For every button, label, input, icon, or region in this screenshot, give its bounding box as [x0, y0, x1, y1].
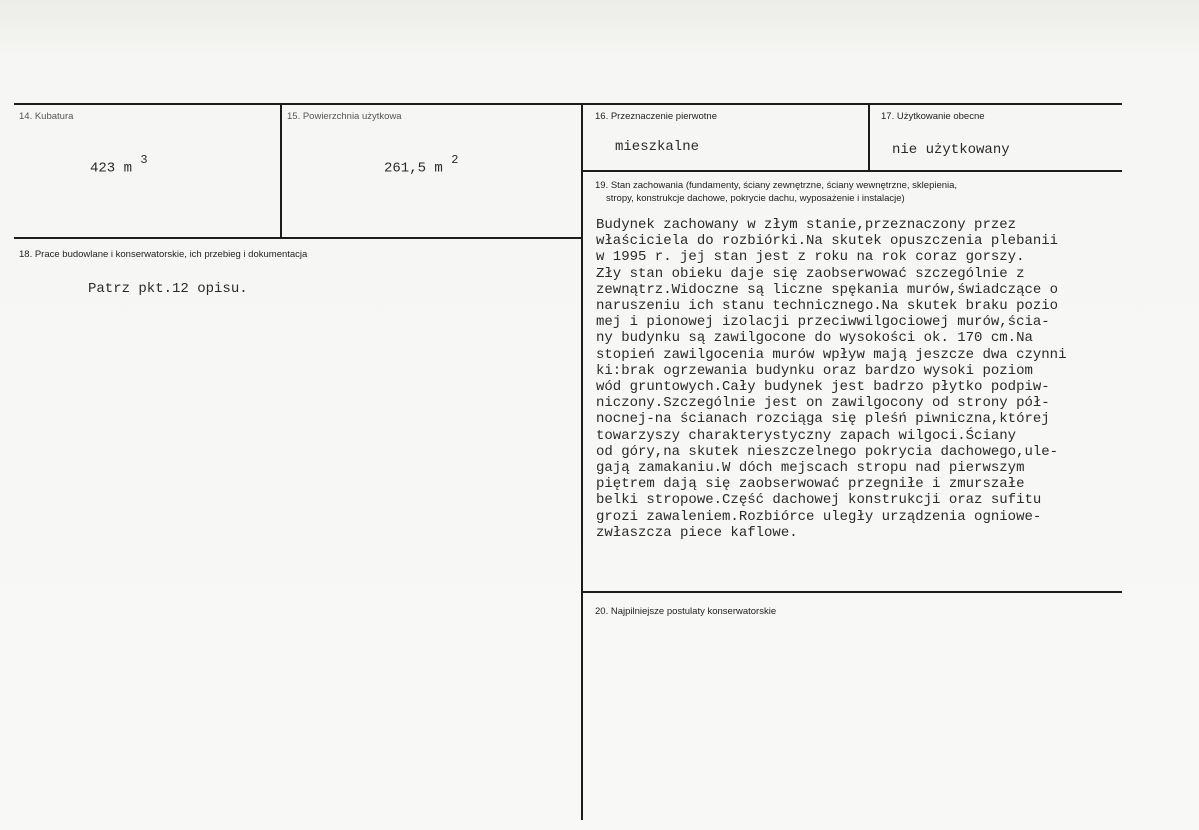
divider-16-17: [868, 104, 870, 170]
stan-line: grozi zawaleniem.Rozbiórce uległy urządzenia ogniowe-: [596, 508, 1042, 525]
divider-14-15: [280, 104, 282, 238]
stan-line: nocnej-na ścianach rozciąga się pleśń piwniczna,której: [596, 411, 1050, 428]
field-17-label: 17. Użytkowanie obecne: [881, 111, 985, 122]
field-16-label: 16. Przeznaczenie pierwotne: [595, 111, 717, 122]
stan-line: naruszeniu ich stanu technicznego.Na skutek braku pozio: [596, 298, 1059, 315]
field-19-label-line2: stropy, konstrukcje dachowe, pokrycie dachu, wyposażenie i instalacje): [606, 193, 905, 204]
field-17-value: nie użytkowany: [892, 142, 1010, 158]
field-20-label: 20. Najpilniejsze postulaty konserwatorskie: [595, 606, 777, 617]
field-14-label: 14. Kubatura: [19, 111, 74, 122]
stan-line: stopień zawilgocenia murów wpływ mają jeszcze dwa czynni: [596, 346, 1067, 363]
stan-line: belki stropowe.Część dachowej konstrukcji oraz sufitu: [596, 492, 1042, 509]
field-19-label-line1: 19. Stan zachowania (fundamenty, ściany zewnętrzne, ściany wewnętrzne, sklepienia,: [595, 180, 958, 191]
stan-line: zewnątrz.Widoczne są liczne spękania murów,świadczące o: [596, 281, 1059, 298]
stan-line: Zły stan obieku daje się zaobserwować szczególnie z: [596, 265, 1025, 282]
stan-line: właściciela do rozbiórki.Na skutek opuszczenia plebanii: [596, 233, 1059, 250]
field-19-text: [596, 217, 1136, 541]
rule-under-16-17: [582, 170, 1122, 172]
stan-line: ki:brak ogrzewania budynku oraz bardzo wysoki poziom: [596, 362, 1033, 379]
stan-line: w 1995 r. jej stan jest z roku na rok coraz gorszy.: [596, 249, 1025, 266]
rule-under-14-15: [14, 237, 582, 239]
stan-line: wód gruntowych.Cały budynek jest badrzo płytko podpiw-: [596, 379, 1050, 396]
stan-line: zwłaszcza piece kaflowe.: [596, 524, 798, 541]
field-15-label: 15. Powierzchnia użytkowa: [287, 111, 402, 122]
stan-line: ny budynku są zawilgocone do wysokości ok. 170 cm.Na: [596, 330, 1033, 347]
field-18-label: 18. Prace budowlane i konserwatorskie, ich przebieg i dokumentacja: [19, 249, 308, 260]
stan-line: towarzyszy charakterystyczny zapach wilgoci.Ściany: [596, 427, 1017, 444]
kubatura-value: 423 m: [90, 160, 133, 177]
stan-line: Budynek zachowany w złym stanie,przeznaczony przez: [596, 217, 1017, 233]
stan-line: mej i pionowej izolacji przeciwwilgociowej murów,ścia-: [596, 314, 1050, 331]
powierzchnia-value: 261,5 m: [384, 160, 443, 177]
powierzchnia-exponent: 2: [451, 153, 459, 167]
stan-line: niczony.Szczególnie jest on zawilgocony od strony pół-: [596, 395, 1050, 412]
field-14-value: [90, 153, 148, 177]
field-16-value: mieszkalne: [615, 139, 700, 155]
kubatura-exponent: 3: [140, 153, 148, 167]
top-rule: [14, 103, 1122, 105]
stan-line: gają zamakaniu.W dóch mejscach stropu nad pierwszym: [596, 460, 1025, 477]
field-18-value: Patrz pkt.12 opisu.: [88, 281, 248, 297]
stan-line: od góry,na skutek nieszczelnego pokrycia dachowego,ule-: [596, 443, 1059, 460]
rule-above-20: [582, 591, 1122, 593]
field-15-value: [384, 153, 459, 177]
stan-line: piętrem dają się zaobserwować przegniłe i zmurszałe: [596, 476, 1025, 493]
center-divider: [581, 104, 583, 820]
